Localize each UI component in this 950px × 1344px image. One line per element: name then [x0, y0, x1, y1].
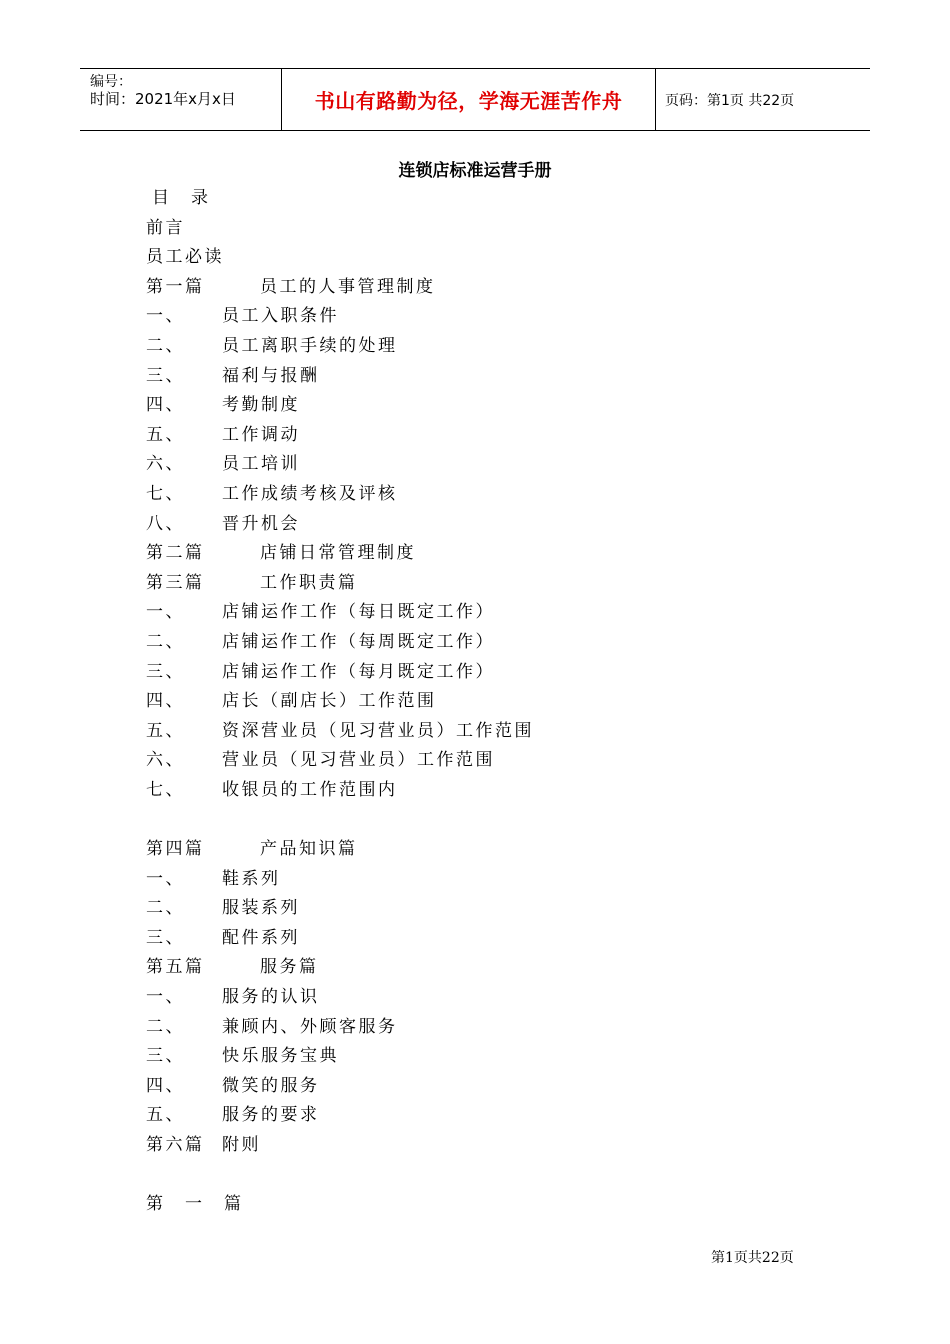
- toc-line: [146, 658, 846, 688]
- toc-line: [146, 302, 846, 332]
- toc-line: [146, 1190, 846, 1220]
- toc-line-number: 八、: [146, 513, 185, 534]
- toc-line: [146, 1101, 846, 1131]
- toc-line-text: 兼顾内、外顾客服务: [222, 1016, 398, 1037]
- toc-line-number: 第六篇: [146, 1135, 205, 1155]
- toc-line: [146, 953, 846, 983]
- toc-line-number: 一、: [146, 306, 185, 327]
- toc-line: [146, 1072, 846, 1102]
- toc-line-text: 店长（副店长）工作范围: [222, 691, 437, 712]
- toc-line-number: 第三篇: [146, 572, 205, 593]
- toc-line-number: 三、: [146, 365, 185, 386]
- toc-line: [146, 450, 846, 480]
- toc-line-text: 员工的人事管理制度: [260, 276, 436, 297]
- toc-line-number: 前言: [146, 217, 185, 238]
- toc-line: [146, 243, 846, 273]
- table-of-contents: [146, 184, 846, 1220]
- motto-text: 书山有路勤为径，学海无涯苦作舟: [314, 89, 623, 113]
- toc-line-number: 六、: [146, 454, 185, 475]
- toc-line-number: 四、: [146, 395, 185, 416]
- toc-line-number: 七、: [146, 483, 185, 504]
- toc-line-number: 一、: [146, 987, 185, 1008]
- toc-line-number: 三、: [146, 1046, 185, 1067]
- toc-line-text: 收银员的工作范围内: [222, 779, 398, 800]
- toc-line-number: 二、: [146, 335, 185, 356]
- toc-line-number: 五、: [146, 424, 185, 445]
- toc-line-text: 服务的要求: [222, 1105, 320, 1126]
- toc-line-text: 店铺运作工作（每日既定工作）: [222, 602, 495, 623]
- toc-line: [146, 362, 846, 392]
- toc-line-number: 二、: [146, 631, 185, 652]
- toc-line-text: 配件系列: [222, 927, 300, 948]
- toc-line-text: 店铺运作工作（每月既定工作）: [222, 661, 495, 682]
- toc-line-text: 服务篇: [260, 957, 319, 978]
- toc-line: [146, 687, 846, 717]
- toc-line-text: 工作调动: [222, 424, 300, 445]
- time-label: 时间：2021年x月x日: [90, 90, 236, 108]
- toc-line: [146, 894, 846, 924]
- toc-line: [146, 1042, 846, 1072]
- toc-line-text: 附则: [222, 1135, 261, 1155]
- toc-line: [146, 865, 846, 895]
- toc-line: [146, 332, 846, 362]
- toc-line-number: 三、: [146, 927, 185, 948]
- blank-line: [146, 1161, 846, 1191]
- toc-line-text: 鞋系列: [222, 868, 281, 889]
- toc-line-text: 考勤制度: [222, 395, 300, 416]
- toc-line-number: 第 一 篇: [146, 1194, 244, 1215]
- toc-line-number: 二、: [146, 1016, 185, 1037]
- toc-line-number: 第四篇: [146, 839, 205, 860]
- toc-line-text: 营业员（见习营业员）工作范围: [222, 750, 495, 771]
- page-info: 页码：第1页 共22页: [665, 92, 795, 109]
- page-footer: 第1页共22页: [711, 1250, 794, 1266]
- toc-line-number: 第二篇: [146, 543, 205, 564]
- toc-line-number: 一、: [146, 868, 185, 889]
- toc-line-text: 员工离职手续的处理: [222, 335, 398, 356]
- toc-line-text: 晋升机会: [222, 513, 300, 534]
- toc-line-number: 五、: [146, 720, 185, 741]
- toc-line: [146, 776, 846, 806]
- header-left-cell: [80, 69, 280, 130]
- toc-lines: [146, 214, 846, 1220]
- toc-line: [146, 480, 846, 510]
- toc-line-text: 资深营业员（见习营业员）工作范围: [222, 720, 534, 741]
- toc-line: [146, 421, 846, 451]
- toc-line-number: 三、: [146, 661, 185, 682]
- toc-line-text: 微笑的服务: [222, 1075, 320, 1096]
- toc-line-number: 第一篇: [146, 276, 205, 297]
- toc-line-text: 员工培训: [222, 454, 300, 475]
- toc-line-text: 员工入职条件: [222, 306, 339, 327]
- toc-line-text: 店铺日常管理制度: [260, 543, 416, 564]
- toc-line: [146, 598, 846, 628]
- toc-line-number: 第五篇: [146, 957, 205, 978]
- toc-line: [146, 746, 846, 776]
- toc-heading-line: [146, 184, 846, 214]
- toc-line-number: 四、: [146, 691, 185, 712]
- toc-line: [146, 717, 846, 747]
- toc-line-number: 二、: [146, 898, 185, 919]
- page-header: [80, 68, 870, 131]
- toc-line: [146, 273, 846, 303]
- toc-line: [146, 1013, 846, 1043]
- toc-line-text: 福利与报酬: [222, 365, 320, 386]
- toc-heading: 目 录: [152, 188, 211, 208]
- toc-line: [146, 924, 846, 954]
- toc-line-text: 工作职责篇: [260, 572, 358, 593]
- toc-line-number: 六、: [146, 750, 185, 771]
- toc-line-number: 五、: [146, 1105, 185, 1126]
- blank-line: [146, 805, 846, 835]
- document-title: 连锁店标准运营手册: [398, 161, 552, 181]
- toc-line-number: 七、: [146, 779, 185, 800]
- toc-line: [146, 1131, 846, 1161]
- toc-line: [146, 391, 846, 421]
- toc-line-text: 店铺运作工作（每周既定工作）: [222, 631, 495, 652]
- toc-line: [146, 214, 846, 244]
- toc-line: [146, 569, 846, 599]
- toc-line: [146, 510, 846, 540]
- toc-line-text: 服务的认识: [222, 987, 320, 1008]
- toc-line-text: 服装系列: [222, 898, 300, 919]
- toc-line-text: 快乐服务宝典: [222, 1046, 339, 1067]
- header-motto-cell: [281, 69, 656, 130]
- toc-line: [146, 539, 846, 569]
- toc-line-number: 四、: [146, 1075, 185, 1096]
- toc-line-number: 员工必读: [146, 247, 224, 268]
- header-right-cell: [655, 69, 870, 130]
- toc-line: [146, 628, 846, 658]
- toc-line-number: 一、: [146, 602, 185, 623]
- toc-line: [146, 835, 846, 865]
- toc-line: [146, 983, 846, 1013]
- number-label: 编号：: [90, 74, 132, 90]
- toc-line-text: 工作成绩考核及评核: [222, 483, 398, 504]
- toc-line-text: 产品知识篇: [260, 839, 358, 860]
